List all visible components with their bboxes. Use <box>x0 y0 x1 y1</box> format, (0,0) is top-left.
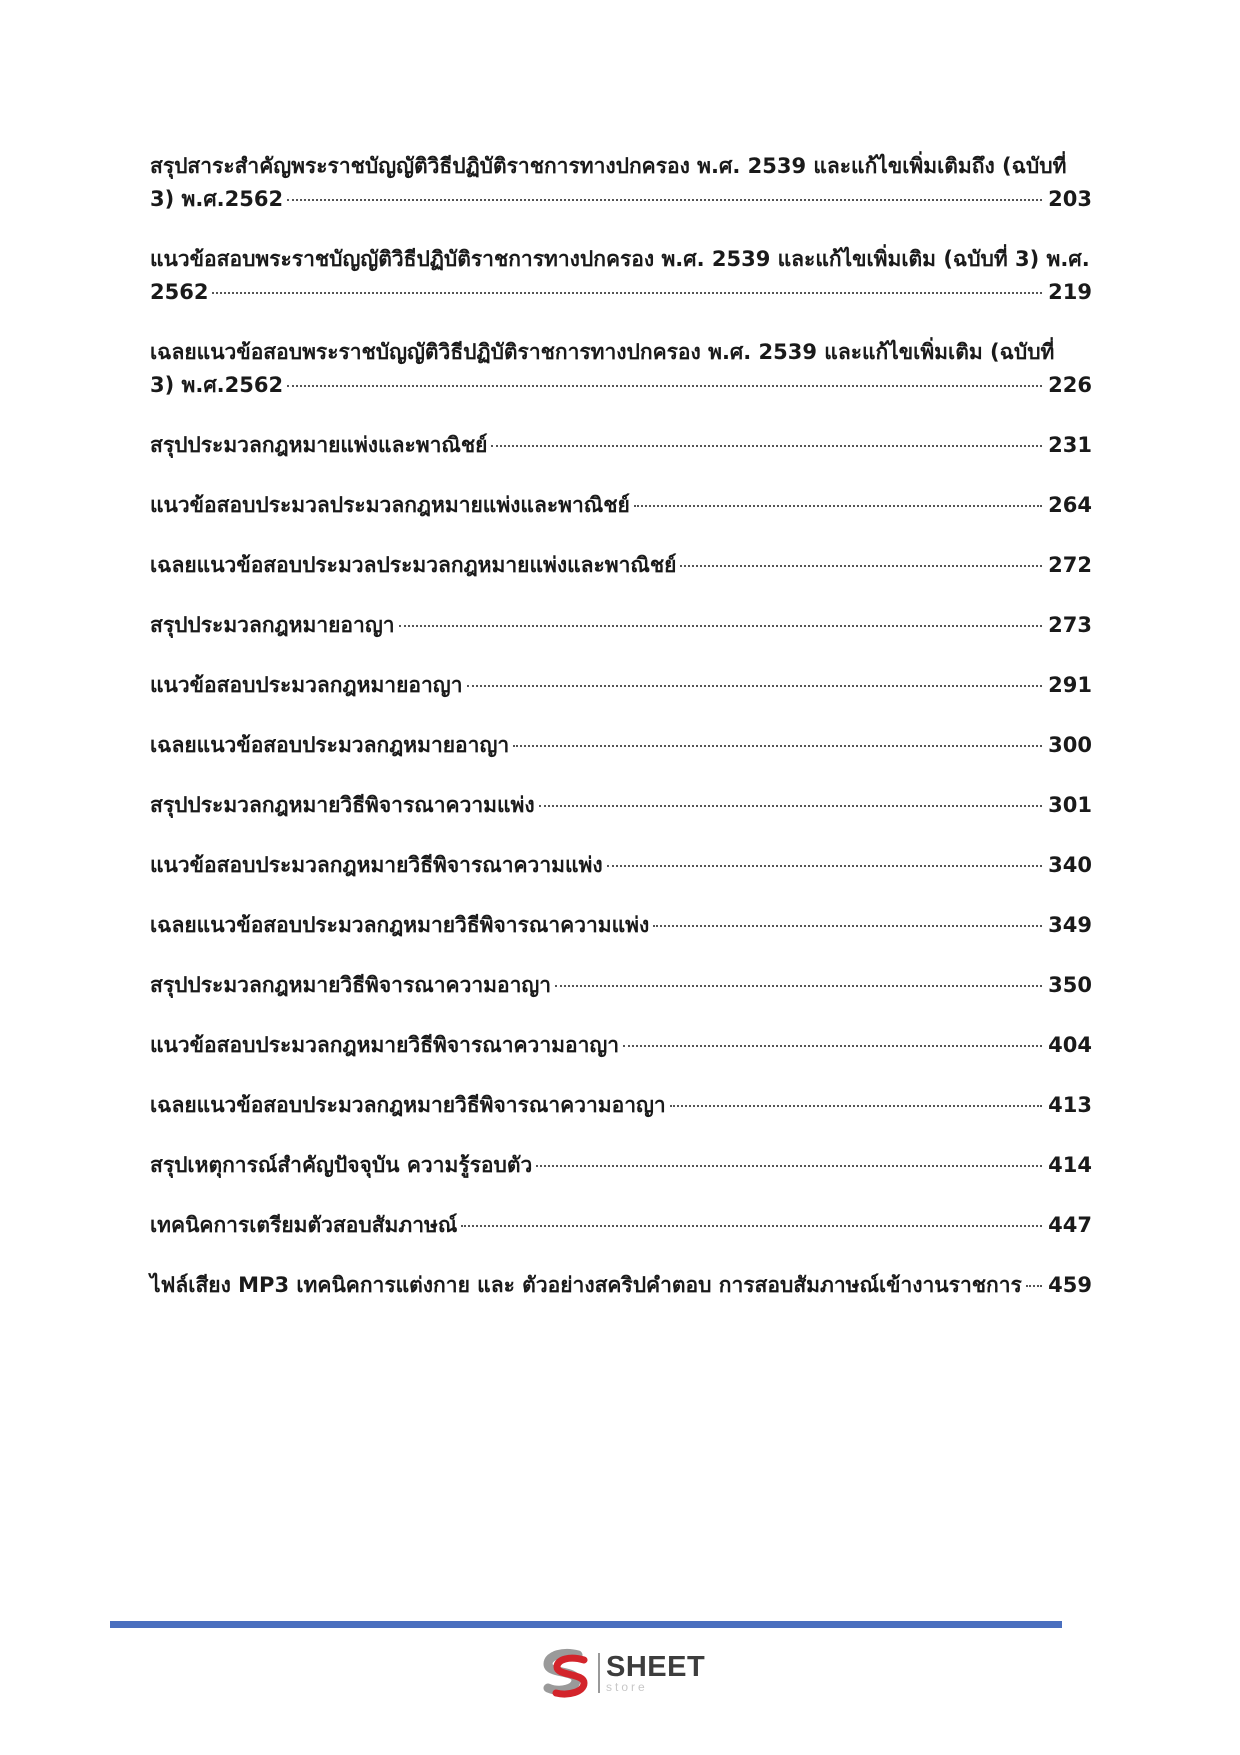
toc-entry-title: เฉลยแนวข้อสอบประมวลกฎหมายวิธีพิจารณาความอาญา <box>150 1093 666 1117</box>
toc-entry[interactable] <box>150 669 1092 702</box>
toc-page-number: 264 <box>1048 493 1092 517</box>
dot-leader <box>670 1104 1042 1107</box>
toc-entry-title-end: 3) พ.ศ.2562 <box>150 373 284 397</box>
dot-leader <box>555 984 1042 987</box>
dot-leader <box>536 1164 1042 1167</box>
toc-entry-line <box>150 1209 1092 1242</box>
toc-entry-line <box>150 549 1092 582</box>
toc-entry-line <box>150 1089 1092 1122</box>
dot-leader <box>399 624 1043 627</box>
toc-entry-line <box>150 669 1092 702</box>
logo-divider <box>598 1653 600 1693</box>
toc-entry[interactable] <box>150 1269 1092 1302</box>
toc-page-number: 273 <box>1048 613 1092 637</box>
toc-entry-line <box>150 429 1092 462</box>
toc-entry-line <box>150 609 1092 642</box>
toc-entry[interactable] <box>150 336 1092 402</box>
toc-entry-title: ไฟล์เสียง MP3 เทคนิคการแต่งกาย และ ตัวอย่างสคริปคำตอบ การสอบสัมภาษณ์เข้างานราชการ <box>150 1273 1022 1297</box>
toc-entry[interactable] <box>150 1029 1092 1062</box>
toc-entry-line <box>150 909 1092 942</box>
toc-entry-title: เทคนิคการเตรียมตัวสอบสัมภาษณ์ <box>150 1213 458 1237</box>
toc-page-number: 349 <box>1048 913 1092 937</box>
dot-leader <box>623 1044 1042 1047</box>
toc-page-number: 447 <box>1048 1213 1092 1237</box>
toc-page-number: 272 <box>1048 553 1092 577</box>
toc-entry-title: สรุปประมวลกฎหมายอาญา <box>150 613 395 637</box>
toc-entry-title: สรุปเหตุการณ์สำคัญปัจจุบัน ความรู้รอบตัว <box>150 1153 533 1177</box>
toc-page-number: 203 <box>1048 187 1092 211</box>
toc-entry-title: แนวข้อสอบประมวลกฎหมายวิธีพิจารณาความแพ่ง <box>150 853 603 877</box>
toc-entry-title: เฉลยแนวข้อสอบประมวลประมวลกฎหมายแพ่งและพาณิชย์ <box>150 553 677 577</box>
toc-entry[interactable] <box>150 969 1092 1002</box>
toc-entry[interactable] <box>150 549 1092 582</box>
sheet-store-s-icon <box>538 1648 594 1698</box>
toc-entry-title: สรุปประมวลกฎหมายวิธีพิจารณาความอาญา <box>150 973 552 997</box>
toc-entry-line <box>150 729 1092 762</box>
toc-entry[interactable] <box>150 909 1092 942</box>
toc-entry-title-line: เฉลยแนวข้อสอบพระราชบัญญัติวิธีปฏิบัติราชการทางปกครอง พ.ศ. 2539 และแก้ไขเพิ่มเติม (ฉบับที่ <box>150 340 1055 364</box>
toc-entry[interactable] <box>150 789 1092 822</box>
toc-page-number: 219 <box>1048 280 1092 304</box>
toc-page-number: 350 <box>1048 973 1092 997</box>
toc-entry-line <box>150 183 1092 216</box>
logo-subtext: store <box>606 1680 648 1694</box>
toc-entry-title: แนวข้อสอบประมวลประมวลกฎหมายแพ่งและพาณิชย์ <box>150 493 630 517</box>
dot-leader <box>287 198 1042 201</box>
toc-entry-line <box>150 789 1092 822</box>
toc-entry-line <box>150 1149 1092 1182</box>
toc-entry[interactable] <box>150 1209 1092 1242</box>
toc-entry-line <box>150 849 1092 882</box>
toc-page-number: 404 <box>1048 1033 1092 1057</box>
toc-entry[interactable] <box>150 150 1092 216</box>
toc-entry[interactable] <box>150 849 1092 882</box>
toc-entry-title-line: แนวข้อสอบพระราชบัญญัติวิธีปฏิบัติราชการทางปกครอง พ.ศ. 2539 และแก้ไขเพิ่มเติม (ฉบับที่ 3) พ.ศ. <box>150 247 1090 271</box>
toc-page-number: 301 <box>1048 793 1092 817</box>
toc-page-number: 340 <box>1048 853 1092 877</box>
dot-leader <box>467 684 1043 687</box>
toc-entry-line <box>150 1269 1092 1302</box>
toc-entry-title-end: 2562 <box>150 280 209 304</box>
toc-entry-line <box>150 1029 1092 1062</box>
table-of-contents <box>150 150 1092 1329</box>
dot-leader <box>513 744 1042 747</box>
toc-page-number: 291 <box>1048 673 1092 697</box>
toc-page-number: 414 <box>1048 1153 1092 1177</box>
dot-leader <box>212 291 1042 294</box>
toc-entry-title-line: สรุปสาระสำคัญพระราชบัญญัติวิธีปฏิบัติราชการทางปกครอง พ.ศ. 2539 และแก้ไขเพิ่มเติมถึง (ฉบับที่ <box>150 154 1067 178</box>
toc-entry-title: สรุปประมวลกฎหมายวิธีพิจารณาความแพ่ง <box>150 793 535 817</box>
toc-entry[interactable] <box>150 429 1092 462</box>
dot-leader <box>539 804 1043 807</box>
toc-page-number: 300 <box>1048 733 1092 757</box>
dot-leader <box>461 1224 1042 1227</box>
toc-entry-title: แนวข้อสอบประมวลกฎหมายอาญา <box>150 673 463 697</box>
dot-leader <box>607 864 1043 867</box>
toc-page-number: 459 <box>1048 1273 1092 1297</box>
dot-leader <box>491 444 1042 447</box>
toc-entry-line <box>150 489 1092 522</box>
toc-entry-title: เฉลยแนวข้อสอบประมวลกฎหมายวิธีพิจารณาความแพ่ง <box>150 913 650 937</box>
toc-entry-title: แนวข้อสอบประมวลกฎหมายวิธีพิจารณาความอาญา <box>150 1033 620 1057</box>
dot-leader <box>1026 1284 1042 1287</box>
toc-entry-line <box>150 276 1092 309</box>
toc-entry[interactable] <box>150 1149 1092 1182</box>
toc-entry[interactable] <box>150 489 1092 522</box>
footer-rule <box>110 1621 1062 1628</box>
toc-entry[interactable] <box>150 729 1092 762</box>
dot-leader <box>653 924 1042 927</box>
toc-entry[interactable] <box>150 609 1092 642</box>
toc-page-number: 231 <box>1048 433 1092 457</box>
dot-leader <box>287 384 1042 387</box>
toc-entry[interactable] <box>150 1089 1092 1122</box>
toc-entry-title: เฉลยแนวข้อสอบประมวลกฎหมายอาญา <box>150 733 510 757</box>
toc-entry[interactable] <box>150 243 1092 309</box>
dot-leader <box>634 504 1042 507</box>
toc-entry-title: สรุปประมวลกฎหมายแพ่งและพาณิชย์ <box>150 433 488 457</box>
toc-page-number: 226 <box>1048 373 1092 397</box>
sheet-store-logo <box>538 1648 705 1698</box>
toc-entry-title-end: 3) พ.ศ.2562 <box>150 187 284 211</box>
logo-wordmark <box>606 1653 705 1693</box>
toc-page-number: 413 <box>1048 1093 1092 1117</box>
dot-leader <box>680 564 1042 567</box>
toc-entry-line <box>150 369 1092 402</box>
toc-entry-line <box>150 969 1092 1002</box>
logo-text: SHEET <box>606 1651 706 1683</box>
